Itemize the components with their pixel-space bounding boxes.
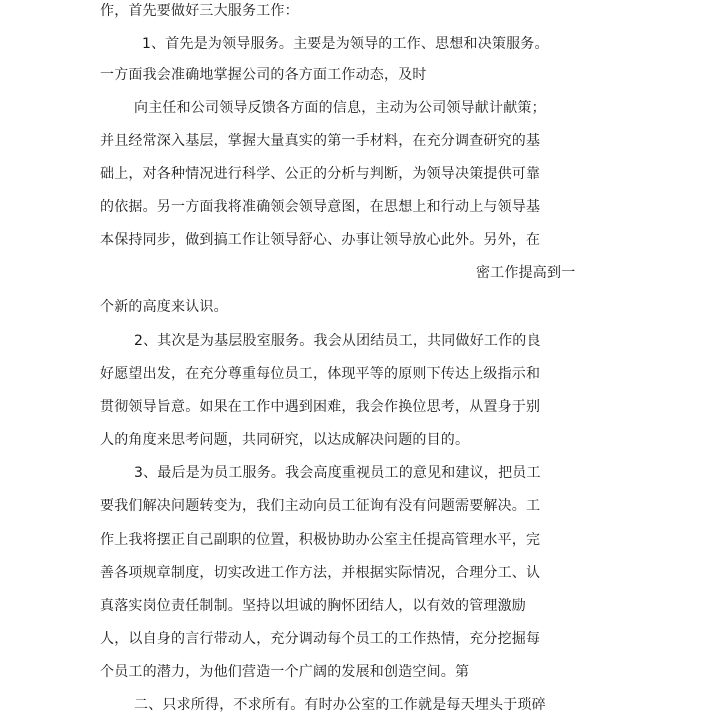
text-line: 向主任和公司领导反馈各方面的信息，主动为公司领导献计献策；: [134, 100, 546, 116]
text-line: 作，首先要做好三大服务工作：: [100, 3, 299, 19]
text-line: 真落实岗位责任制制。坚持以坦诚的胸怀团结人，以有效的管理激励: [100, 598, 526, 614]
text-line: 础上，对各种情况进行科学、公正的分析与判断，为领导决策提供可靠: [100, 166, 541, 182]
text-line: 人，以自身的言行带动人，充分调动每个员工的工作热情，充分挖掘每: [100, 631, 541, 647]
text-line: 善各项规章制度，切实改进工作方法，并根据实际情况，合理分工、认: [100, 565, 541, 581]
text-line: 1、首先是为领导服务。主要是为领导的工作、思想和决策服务。: [142, 36, 549, 52]
text-line: 本保持同步，做到搞工作让领导舒心、办事让领导放心此外。另外，在: [100, 232, 541, 248]
text-line: 密工作提高到一: [476, 265, 576, 281]
text-line: 2、其次是为基层股室服务。我会从团结员工，共同做好工作的良: [134, 333, 541, 349]
text-line: 二、只求所得，不求所有。有时办公室的工作就是每天埋头于琐碎: [134, 697, 546, 713]
text-line: 并且经常深入基层，掌握大量真实的第一手材料，在充分调查研究的基: [100, 133, 541, 149]
text-line: 一方面我会准确地掌握公司的各方面工作动态，及时: [100, 67, 427, 83]
text-line: 的依据。另一方面我将准确领会领导意图，在思想上和行动上与领导基: [100, 199, 541, 215]
text-line: 个新的高度来认识。: [100, 299, 228, 315]
text-line: 贯彻领导旨意。如果在工作中遇到困难，我会作换位思考，从置身于别: [100, 399, 541, 415]
text-line: 好愿望出发，在充分尊重每位员工，体现平等的原则下传达上级指示和: [100, 366, 541, 382]
text-line: 人的角度来思考问题，共同研究，以达成解决问题的目的。: [100, 432, 470, 448]
text-line: 3、最后是为员工服务。我会高度重视员工的意见和建议，把员工: [134, 465, 541, 481]
text-line: 作上我将摆正自己副职的位置，积极协助办公室主任提高管理水平，完: [100, 532, 541, 548]
text-line: 个员工的潜力，为他们营造一个广阔的发展和创造空间。第: [100, 664, 470, 680]
text-line: 要我们解决问题转变为，我们主动向员工征询有没有问题需要解决。工: [100, 498, 541, 514]
